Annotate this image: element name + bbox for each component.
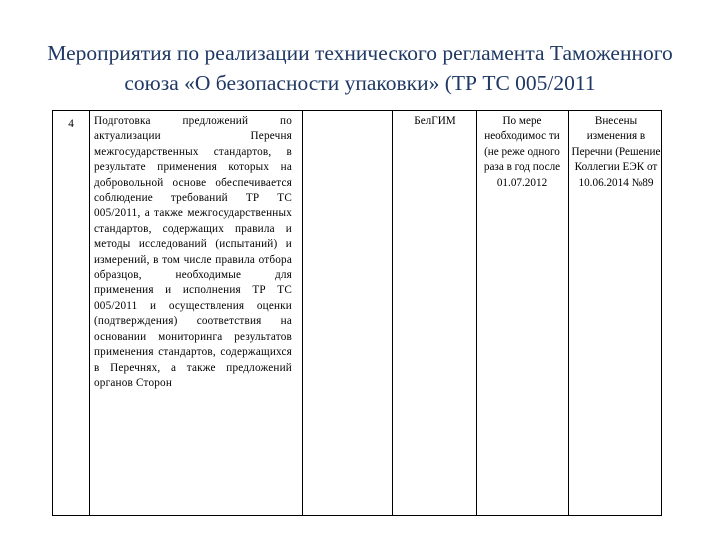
column-divider bbox=[302, 110, 303, 516]
slide-title: Мероприятия по реализации технического регламента Таможенного союза «О безопасности упаковки» (ТР ТС 005/2011 bbox=[47, 41, 673, 95]
column-divider bbox=[568, 110, 569, 516]
column-divider bbox=[392, 110, 393, 516]
row-description: Подготовка предложений по актуализации Перечня межгосударственных стандартов, в результате применения которых на добровольной основе обеспечивается соблюдение требований ТР ТС 005/2011, а также межгосударственных стандартов, содержащих правила и методы исследований (испытаний) и измерений, в том числе правила отбора образцов, необходимые для применения и исполнения ТР ТС 005/2011 и осуществления оценки (подтверждения) соответствия на основании мониторинга результатов применения стандартов, содержащихся в Перечнях, а также предложений органов Сторон bbox=[94, 115, 292, 389]
row-number: 4 bbox=[68, 118, 74, 130]
column-divider bbox=[89, 110, 90, 516]
row-deadline: По мере необходимос ти (не реже одного раза в год после 01.07.2012 bbox=[483, 115, 561, 189]
row-note: Внесены изменения в Перечни (Решение Коллегии ЕЭК от 10.06.2014 №89 bbox=[571, 115, 661, 189]
column-divider bbox=[476, 110, 477, 516]
row-executor: БелГИМ bbox=[414, 115, 456, 127]
